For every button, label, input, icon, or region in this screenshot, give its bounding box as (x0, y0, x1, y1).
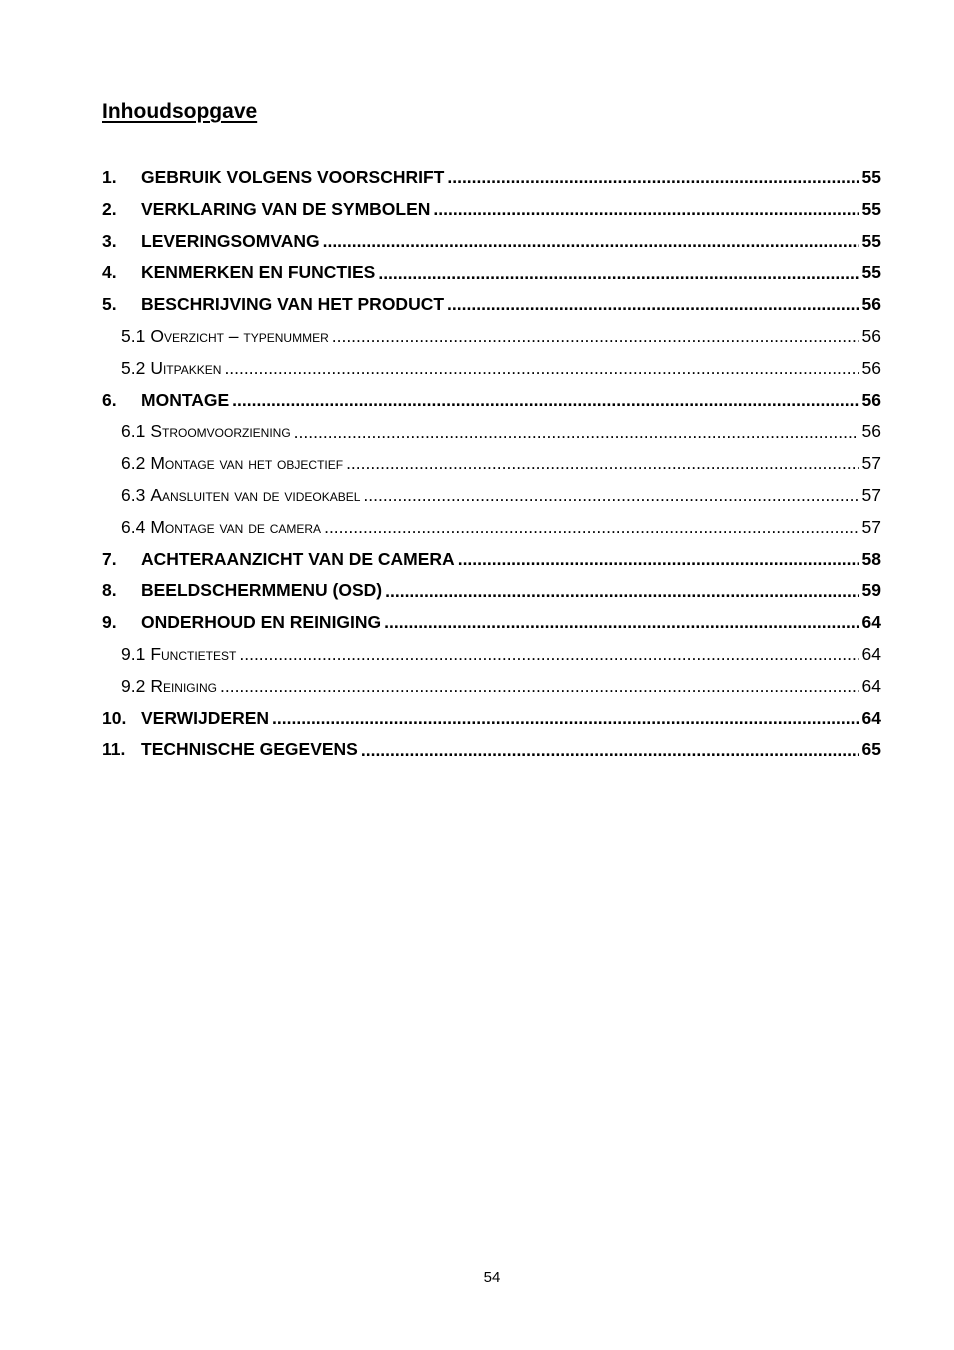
toc-entry-number: 10. (102, 707, 127, 728)
toc-entry-number: 9. (102, 612, 117, 633)
toc-entry-title: Overzicht – typenummer (150, 325, 329, 346)
toc-entry-number: 5. (102, 294, 117, 315)
toc-entry-number: 9.2 (121, 675, 146, 696)
toc-dot-leader (384, 607, 858, 639)
toc-entry[interactable] (102, 289, 881, 321)
toc-entry-page: 56 (861, 389, 881, 410)
toc-dot-leader (239, 639, 858, 671)
toc-entry-page: 64 (861, 707, 881, 728)
toc-subentry[interactable] (102, 512, 881, 544)
toc-entry-title: VERWIJDEREN (141, 707, 270, 728)
toc-dot-leader (220, 671, 859, 703)
toc-dot-leader (324, 512, 858, 544)
toc-entry-title: Montage van het objectief (150, 453, 344, 474)
toc-entry-title: KENMERKEN EN FUNCTIES (141, 262, 376, 283)
toc-entry[interactable] (102, 194, 881, 226)
toc-entry-number: 6.4 (121, 516, 146, 537)
toc-entry-page: 56 (861, 421, 881, 442)
toc-dot-leader (447, 289, 858, 321)
toc-entry-title: VERKLARING VAN DE SYMBOLEN (141, 198, 431, 219)
toc-entry-page: 55 (861, 198, 881, 219)
toc-entry-number: 6.3 (121, 484, 146, 505)
toc-dot-leader (363, 480, 858, 512)
toc-entry[interactable] (102, 734, 881, 766)
toc-entry-page: 56 (861, 294, 881, 315)
toc-entry-title: Functietest (150, 643, 237, 664)
toc-entry-page: 65 (861, 739, 881, 760)
page-number: 54 (483, 1269, 501, 1286)
toc-entry-title: ONDERHOUD EN REINIGING (141, 612, 382, 633)
toc-entry[interactable] (102, 162, 881, 194)
toc-dot-leader (232, 385, 858, 417)
toc-dot-leader (272, 703, 858, 735)
toc-entry-page: 57 (861, 516, 881, 537)
toc-subentry[interactable] (102, 321, 881, 353)
toc-entry-page: 64 (861, 643, 881, 664)
toc-entry[interactable] (102, 607, 881, 639)
toc-entry-page: 56 (861, 357, 881, 378)
toc-entry-number: 8. (102, 580, 117, 601)
toc-subentry[interactable] (102, 416, 881, 448)
toc-entry-page: 58 (861, 548, 881, 569)
toc-entry-number: 5.1 (121, 325, 146, 346)
toc-subentry[interactable] (102, 671, 881, 703)
toc-subentry[interactable] (102, 639, 881, 671)
table-of-contents (102, 162, 881, 766)
toc-entry-page: 59 (861, 580, 881, 601)
toc-dot-leader (294, 416, 859, 448)
toc-entry-number: 6.2 (121, 453, 146, 474)
toc-entry-page: 55 (861, 230, 881, 251)
toc-entry-number: 9.1 (121, 643, 146, 664)
toc-entry[interactable] (102, 385, 881, 417)
page-title: Inhoudsopgave (102, 100, 258, 123)
toc-entry-number: 3. (102, 230, 117, 251)
toc-entry-number: 4. (102, 262, 117, 283)
toc-entry-number: 5.2 (121, 357, 146, 378)
toc-entry[interactable] (102, 544, 881, 576)
toc-subentry[interactable] (102, 480, 881, 512)
toc-entry-number: 1. (102, 167, 117, 187)
toc-entry-number: 7. (102, 548, 117, 569)
toc-entry-title: TECHNISCHE GEGEVENS (141, 739, 358, 760)
toc-dot-leader (332, 321, 859, 353)
toc-entry-number: 2. (102, 198, 117, 219)
toc-entry-page: 55 (861, 262, 881, 283)
toc-dot-leader (385, 575, 858, 607)
toc-entry-title: BEELDSCHERMMENU (OSD) (141, 580, 383, 601)
toc-entry[interactable] (102, 703, 881, 735)
toc-entry[interactable] (102, 226, 881, 258)
toc-entry-page: 64 (861, 675, 881, 696)
toc-dot-leader (361, 734, 859, 766)
toc-entry-title: Uitpakken (150, 357, 222, 378)
toc-entry-title: LEVERINGSOMVANG (141, 230, 320, 251)
toc-entry-page: 55 (861, 167, 881, 187)
toc-dot-leader (323, 226, 859, 258)
toc-entry-page: 64 (861, 612, 881, 633)
toc-entry-title: BESCHRIJVING VAN HET PRODUCT (141, 294, 445, 315)
toc-dot-leader (346, 448, 858, 480)
toc-entry-page: 56 (861, 325, 881, 346)
toc-entry-title: Montage van de camera (150, 516, 322, 537)
toc-entry-title: GEBRUIK VOLGENS VOORSCHRIFT (141, 167, 445, 187)
toc-dot-leader (378, 257, 858, 289)
toc-entry-number: 6. (102, 389, 117, 410)
toc-subentry[interactable] (102, 448, 881, 480)
toc-entry-page: 57 (861, 484, 881, 505)
toc-entry[interactable] (102, 575, 881, 607)
toc-dot-leader (433, 194, 858, 226)
toc-entry-number: 6.1 (121, 421, 146, 442)
toc-dot-leader (458, 544, 859, 576)
toc-entry[interactable] (102, 257, 881, 289)
toc-entry-title: Aansluiten van de videokabel (150, 484, 361, 505)
toc-entry-page: 57 (861, 453, 881, 474)
toc-subentry[interactable] (102, 353, 881, 385)
toc-entry-title: Stroomvoorziening (150, 421, 291, 442)
toc-entry-title: ACHTERAANZICHT VAN DE CAMERA (141, 548, 455, 569)
toc-dot-leader (224, 353, 858, 385)
toc-entry-title: Reiniging (150, 675, 217, 696)
toc-entry-title: MONTAGE (141, 389, 230, 410)
toc-entry-number: 11. (102, 739, 126, 760)
toc-dot-leader (447, 162, 858, 194)
